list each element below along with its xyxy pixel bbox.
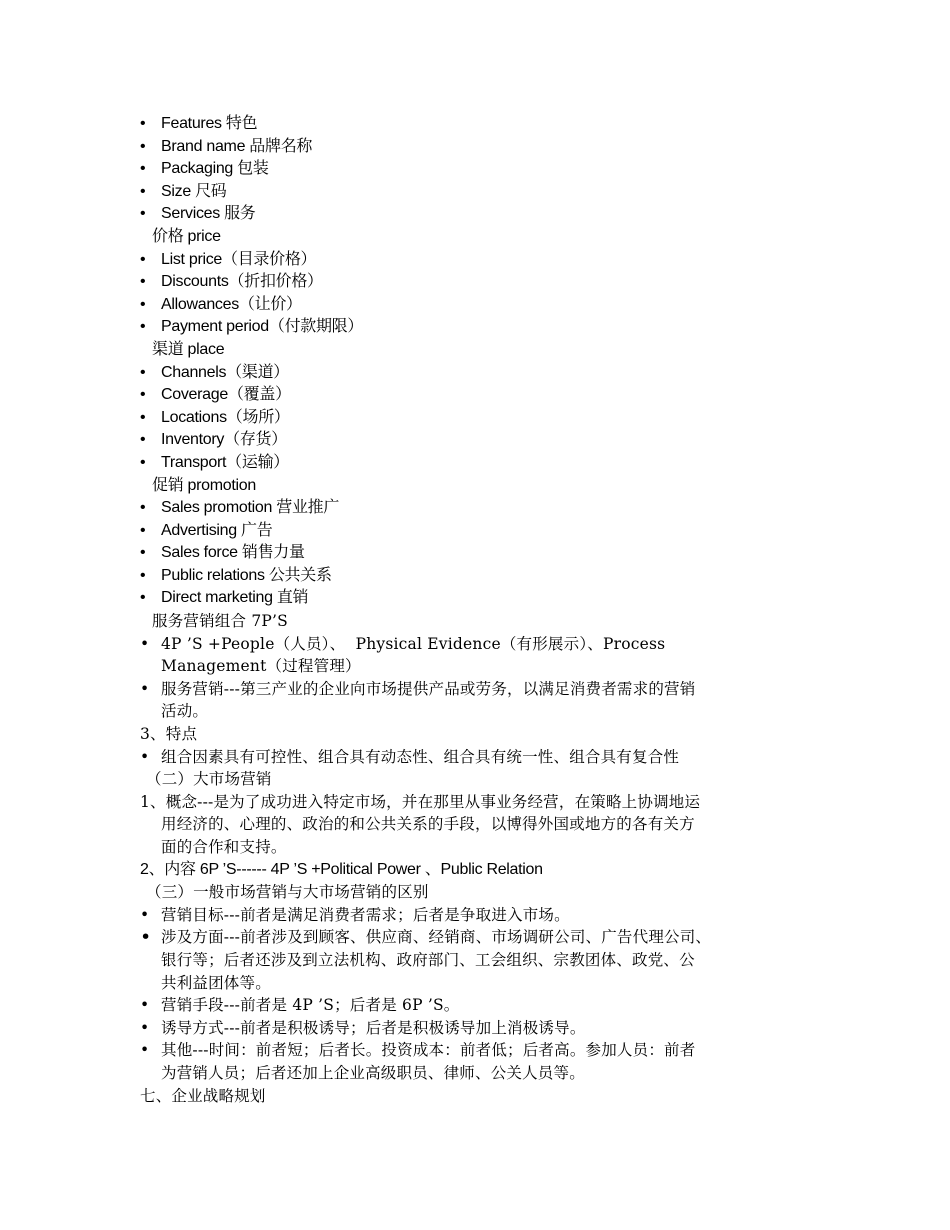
numbered-item: 2、内容 6P ’S------ 4P ’S +Political Power 、Public Relation [140,860,543,878]
list-item: • 涉及方面---前者涉及到顾客、供应商、经销商、市场调研公司、广告代理公司、 [140,926,820,949]
section-heading: 3、特点 [140,725,198,744]
list-item: • 4P ’S +People（人员）、 Physical Evidence（有形展示）、Process [140,633,820,656]
list-item-continuation: 活动。 [161,702,209,721]
list-item-continuation: Management（过程管理） [161,657,361,676]
list-item: • Size 尺码 [140,181,820,204]
list-item: • Transport（运输） [140,452,820,475]
list-item: • Discounts（折扣价格） [140,271,820,294]
list-item: • Public relations 公共关系 [140,565,820,588]
list-item: • Payment period（付款期限） [140,316,820,339]
list-item: • Direct marketing 直销 [140,587,820,610]
numbered-item-continuation: 用经济的、心理的、政治的和公共关系的手段，以博得外国或地方的各有关方 [161,815,695,834]
list-item: • Channels（渠道） [140,362,820,385]
list-item: • Features 特色 [140,113,820,136]
list-item: • Brand name 品牌名称 [140,136,820,159]
chapter-heading: 七、企业战略规划 [140,1086,266,1105]
section-heading: 价格 price [152,227,221,245]
list-item: • 服务营销---第三产业的企业向市场提供产品或劳务，以满足消费者需求的营销 [140,678,820,701]
list-item: • Services 服务 [140,203,820,226]
list-item: • 诱导方式---前者是积极诱导；后者是积极诱导加上消极诱导。 [140,1017,820,1040]
section-heading: 促销 promotion [152,476,256,494]
list-item: • List price（目录价格） [140,249,820,272]
list-item-continuation: 为营销人员；后者还加上企业高级职员、律师、公关人员等。 [161,1063,585,1082]
list-item: • 其他---时间：前者短；后者长。投资成本：前者低；后者高。参加人员：前者 [140,1039,820,1062]
section-heading: （二）大市场营销 [146,770,272,789]
list-item: • Allowances（让价） [140,294,820,317]
list-item: • Inventory（存货） [140,429,820,452]
list-item: • Sales promotion 营业推广 [140,497,820,520]
list-item: • 营销目标---前者是满足消费者需求；后者是争取进入市场。 [140,904,820,927]
document-body [140,113,820,1107]
list-item: • Locations（场所） [140,407,820,430]
list-item: • 组合因素具有可控性、组合具有动态性、组合具有统一性、组合具有复合性 [140,746,820,769]
list-item-continuation: 银行等；后者还涉及到立法机构、政府部门、工会组织、宗教团体、政党、公 [161,950,695,969]
section-heading: 渠道 place [152,340,225,358]
list-item-continuation: 共利益团体等。 [161,973,271,992]
list-item: • 营销手段---前者是 4P ’S；后者是 6P ’S。 [140,994,820,1017]
numbered-item: 1、概念---是为了成功进入特定市场，并在那里从事业务经营，在策略上协调地运 [140,792,701,811]
list-item: • Advertising 广告 [140,520,820,543]
list-item: • Sales force 销售力量 [140,542,820,565]
list-item: • Coverage（覆盖） [140,384,820,407]
section-heading: 服务营销组合 7P’S [152,612,288,631]
section-heading: （三）一般市场营销与大市场营销的区别 [146,883,429,902]
numbered-item-continuation: 面的合作和支持。 [161,838,287,856]
list-item: • Packaging 包装 [140,158,820,181]
